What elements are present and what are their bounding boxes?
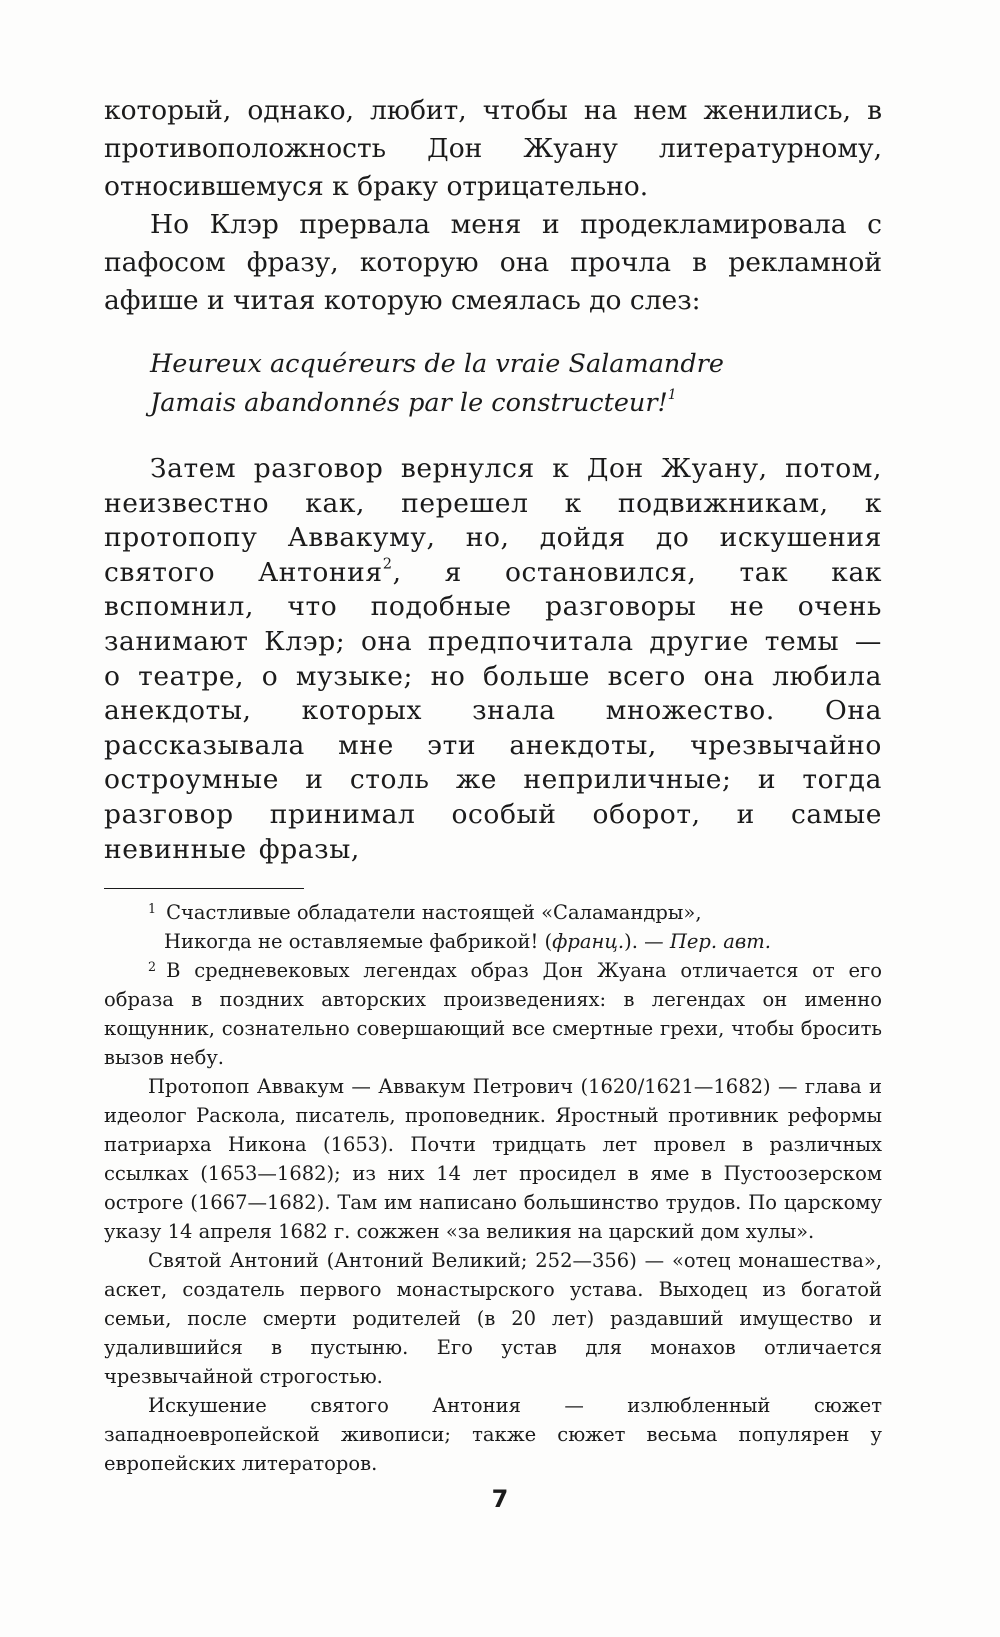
paragraph-continuation: который, однако, любит, чтобы на нем женились, в противоположность Дон Жуану литературному, относившемуся к браку отрицательно. xyxy=(104,95,882,202)
verse-line-1: Heureux acquéreurs de la vraie Salamandre xyxy=(150,349,724,379)
footnote-1-author: Пер. авт. xyxy=(669,930,771,953)
footnote-divider xyxy=(104,888,304,889)
footnote-1-line2-text: Никогда не оставляемые фабрикой! ( xyxy=(164,930,553,953)
footnote-1 xyxy=(104,898,882,956)
footnote-ref-1[interactable]: 1 xyxy=(667,387,677,404)
footnote-2 xyxy=(104,956,882,1072)
paragraph-conversation-part2: , я остановился, так как вспомнил, что подобные разговоры не очень занимают Клэр; она предпочитала другие темы — о театре, о музыке; но больше всего она любила анекдоты, которых знала множество. Она рассказывала мне эти анекдоты, чрезвычайно остроумные и столь же неприличные; и тогда разговор принимал особый оборот, и самые невинные фразы, xyxy=(104,556,882,865)
note-saint-antony: Святой Антоний (Антоний Великий; 252—356) — «отец монашества», аскет, создатель первого монастырского устава. Выходец из богатой семьи, после смерти родителей (в 20 лет) раздавший имущество и удалившийся в пустыню. Его устав для монахов отличается чрезвычайной строгостью. xyxy=(104,1249,882,1388)
note-temptation: Искушение святого Антония — излюбленный сюжет западноевропейской живописи; также сюжет весьма популярен у европейских литераторов. xyxy=(104,1394,882,1475)
footnote-2-mark: 2 xyxy=(148,959,157,975)
footnotes xyxy=(104,898,882,1478)
paragraph-claire-quote-intro: Но Клэр прервала меня и продекламировала с пафосом фразу, которую она прочла в рекламной афише и читая которую смеялась до слез: xyxy=(104,209,882,316)
footnote-1-mark: 1 xyxy=(148,901,157,917)
verse-line-2 xyxy=(150,384,724,423)
page-number: 7 xyxy=(491,1485,509,1513)
footnote-ref-2[interactable]: 2 xyxy=(382,555,393,573)
footnote-2-text: В средневековых легендах образ Дон Жуана отличается от его образа в поздних авторских произведениях: в легендах он именно кощунник, сознательно совершающий все смертные грехи, чтобы бросить вызов небу. xyxy=(104,959,882,1069)
note-avvakum: Протопоп Аввакум — Аввакум Петрович (1620/1621—1682) — глава и идеолог Раскола, писатель, проповедник. Яростный противник реформы патриарха Никона (1653). Почти тридцать лет провел в различных ссылках (1653—1682); из них 14 лет просидел в яме в Пустоозерском остроге (1667—1682). Там им написано большинство трудов. По царскому указу 14 апреля 1682 г. сожжен «за великия на царский дом хулы». xyxy=(104,1075,882,1243)
paragraph-conversation xyxy=(104,452,882,867)
verse-quote xyxy=(150,345,724,423)
footnote-1-language: франц. xyxy=(552,930,625,953)
footnote-1-tail: ). — xyxy=(624,930,670,953)
footnote-1-line1: Счастливые обладатели настоящей «Саламандры», xyxy=(166,901,702,924)
verse-line-2-text: Jamais abandonnés par le constructeur! xyxy=(150,388,668,418)
paragraph-conversation-part1: Затем разговор вернулся к Дон Жуану, потом, неизвестно как, перешел к подвижникам, к протопопу Аввакуму, но, дойдя до искушения святого Антония xyxy=(104,453,882,588)
footnote-1-line2 xyxy=(104,927,882,956)
